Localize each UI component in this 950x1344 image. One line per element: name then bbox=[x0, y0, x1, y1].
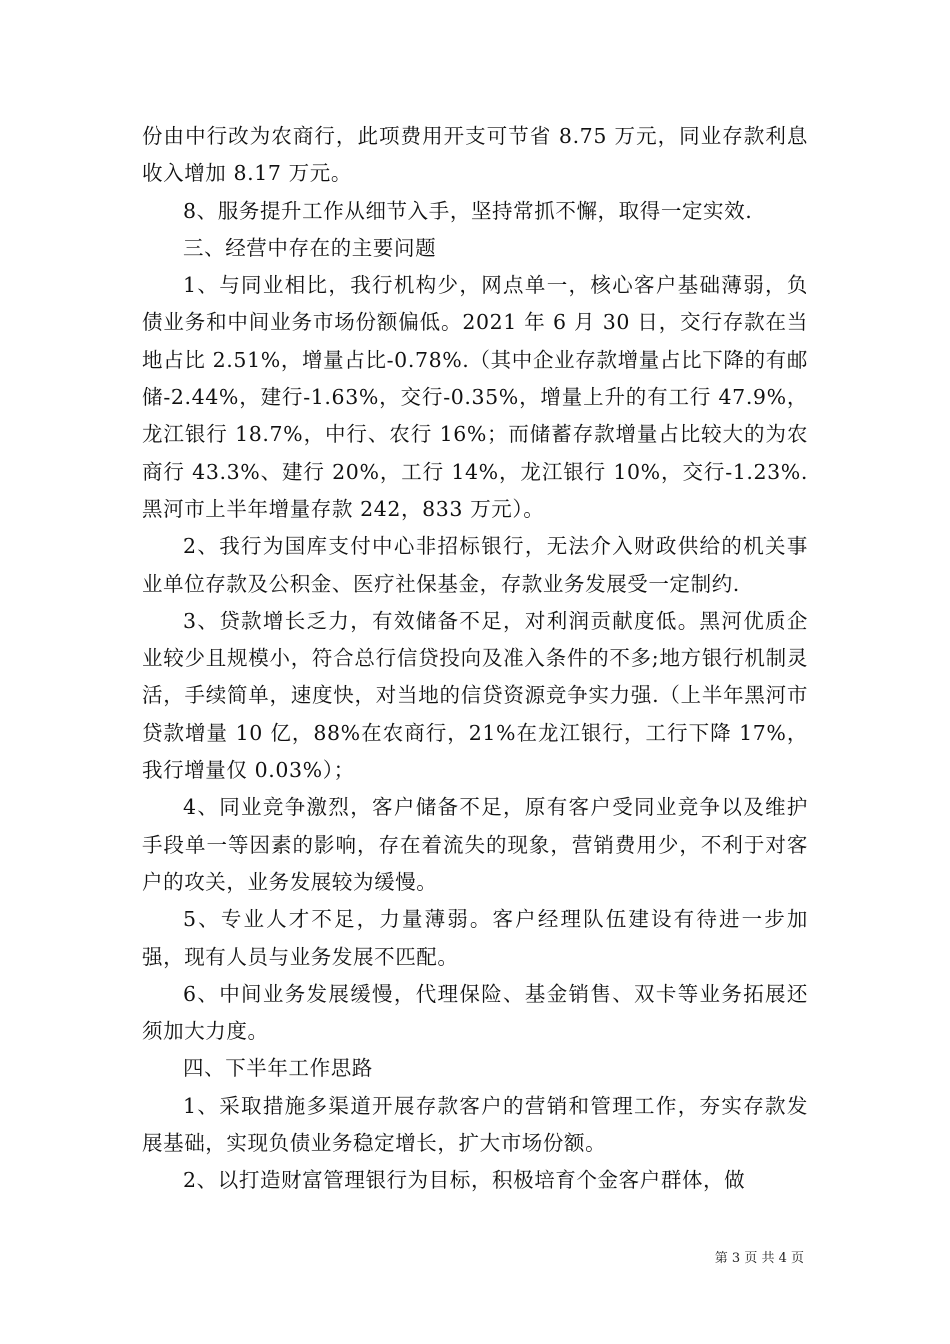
page-number: 第 3 页 共 4 页 bbox=[714, 1251, 804, 1266]
section-heading-plan: 四、下半年工作思路 bbox=[183, 1056, 373, 1081]
paragraph-continuation: 份由中行改为农商行，此项费用开支可节省 8.75 万元，同业存款利息收入增加 8.17 万元。 bbox=[142, 124, 808, 186]
paragraph-problem-2: 2、我行为国库支付中心非招标银行，无法介入财政供给的机关事业单位存款及公积金、医疗社保基金，存款业务发展受一定制约. bbox=[142, 534, 808, 596]
paragraph-problem-3: 3、贷款增长乏力，有效储备不足，对利润贡献度低。黑河优质企业较少且规模小，符合总行信贷投向及准入条件的不多;地方银行机制灵活，手续简单，速度快，对当地的信贷资源竞争实力强.（上半年黑河市贷款增量 10 亿，88%在农商行，21%在龙江银行，工行下降 17%，我行增量仅 0.03%）； bbox=[142, 608, 808, 783]
paragraph-problem-1: 1、与同业相比，我行机构少，网点单一，核心客户基础薄弱，负债业务和中间业务市场份额偏低。2021 年 6 月 30 日，交行存款在当地占比 2.51%，增量占比-0.78%.（其中企业存款增量占比下降的有邮储-2.44%，建行-1.63%，交行-0.35%，增量上升的有工行 47.9%，龙江银行 18.7%，中行、农行 16%；而储蓄存款增量占比较大的为农商行 43.3%、建行 20%，工行 14%，龙江银行 10%，交行-1.23%.黑河市上半年增量存款 242，833 万元）。 bbox=[142, 273, 808, 521]
document-body bbox=[142, 118, 808, 1200]
paragraph-plan-1: 1、采取措施多渠道开展存款客户的营销和管理工作，夯实存款发展基础，实现负债业务稳定增长，扩大市场份额。 bbox=[142, 1093, 808, 1156]
paragraph-plan-2: 2、以打造财富管理银行为目标，积极培育个金客户群体，做 bbox=[183, 1168, 746, 1193]
paragraph-problem-4: 4、同业竞争激烈，客户储备不足，原有客户受同业竞争以及维护手段单一等因素的影响，存在着流失的现象，营销费用少，不利于对客户的攻关，业务发展较为缓慢。 bbox=[142, 795, 808, 894]
paragraph-problem-6: 6、中间业务发展缓慢，代理保险、基金销售、双卡等业务拓展还须加大力度。 bbox=[142, 981, 808, 1044]
paragraph-problem-5: 5、专业人才不足，力量薄弱。客户经理队伍建设有待进一步加强，现有人员与业务发展不匹配。 bbox=[142, 907, 808, 969]
paragraph-item-8: 8、服务提升工作从细节入手，坚持常抓不懈，取得一定实效. bbox=[183, 198, 753, 223]
section-heading-problems: 三、经营中存在的主要问题 bbox=[183, 235, 437, 260]
